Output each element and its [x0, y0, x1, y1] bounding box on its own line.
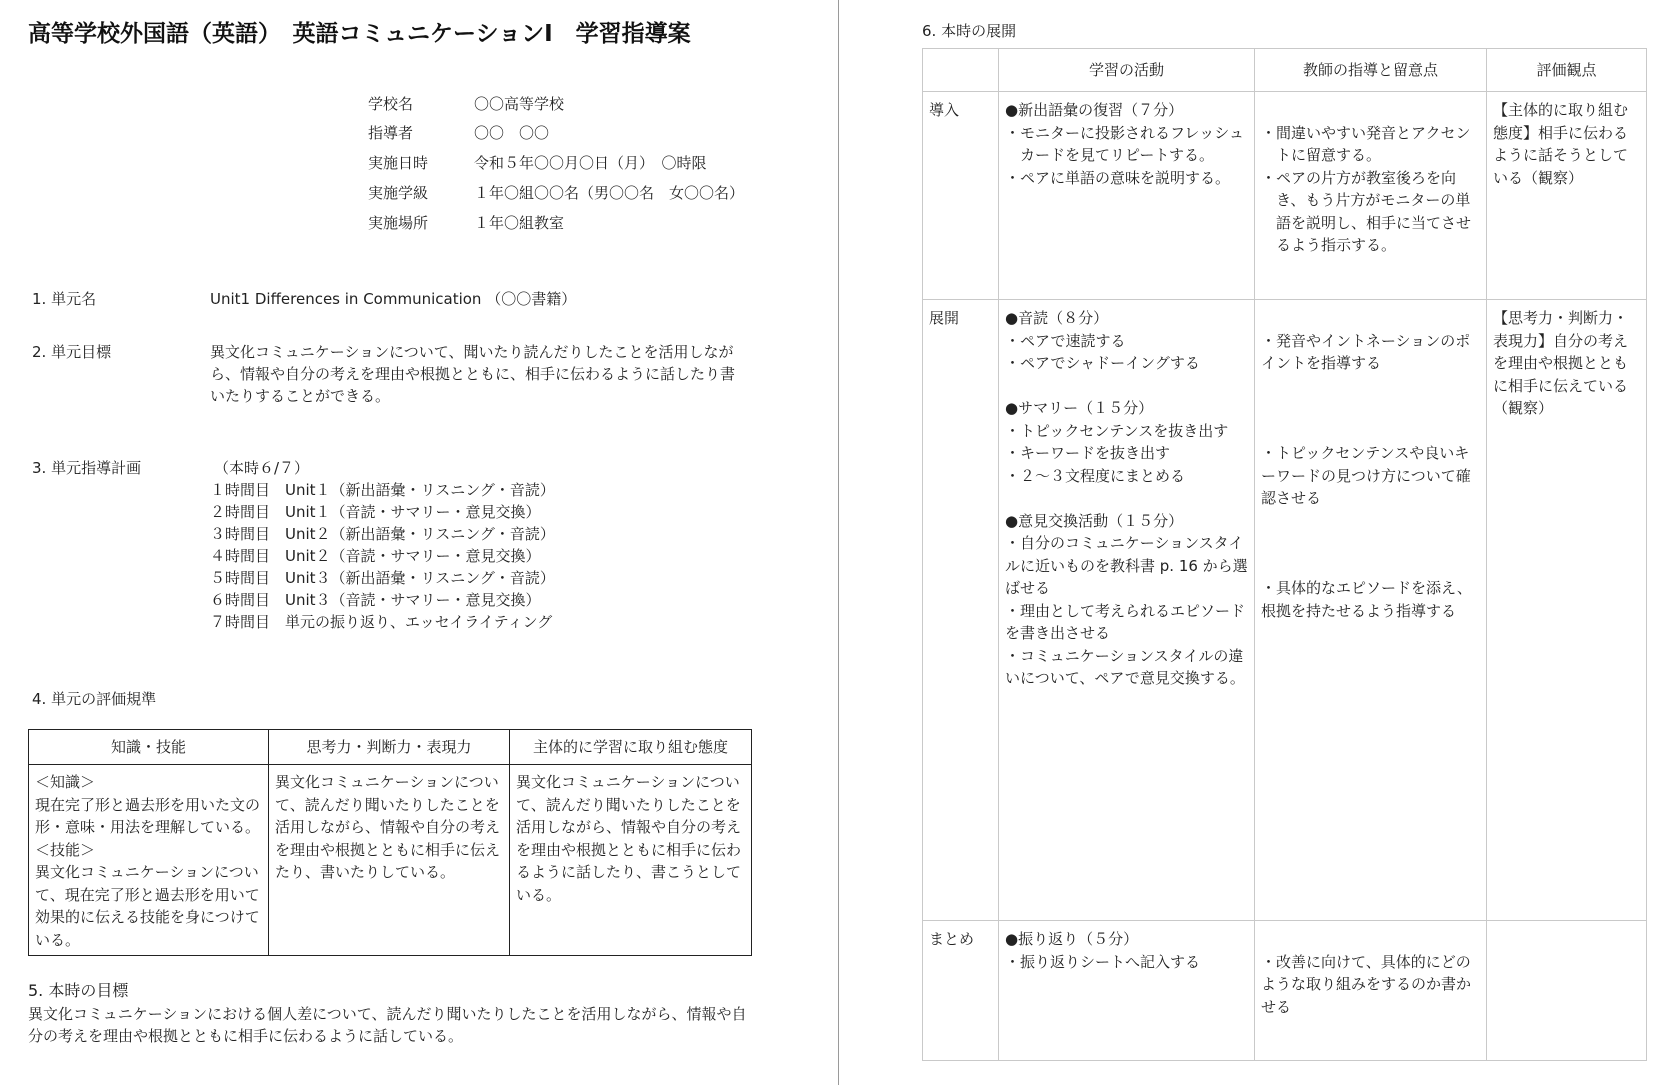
info-label-school: 学校名 — [368, 95, 414, 113]
flow-stage-development: 展開 — [929, 309, 960, 327]
info-label-teacher: 指導者 — [368, 124, 414, 142]
flow-evaluation-intro: 【主体的に取り組む態度】相手に伝わるように話そうとしている（観察） — [1493, 101, 1629, 187]
flow-header-guidance: 教師の指導と留意点 — [1255, 49, 1487, 92]
flow-header-row — [923, 49, 1647, 92]
flow-guidance-intro: ・間違いやすい発音とアクセン トに留意する。 ・ペアの片方が教室後ろを向 き、もう片方がモニターの単 語を説明し、相手に当てさせ るよう指示する。 — [1261, 123, 1472, 254]
plan-line-current: （本時６/７） — [214, 459, 310, 477]
plan-line-2: ２時間目 Unit１（音読・サマリー・意見交換） — [210, 503, 541, 521]
flow-evaluation-development: 【思考力・判断力・表現力】自分の考えを理由や根拠とともに相手に伝えている（観察） — [1493, 309, 1629, 417]
flow-header-evaluation: 評価観点 — [1487, 49, 1647, 92]
rubric-body-row — [29, 765, 752, 956]
rubric-table — [28, 729, 752, 956]
section1-label: 1. 単元名 — [32, 290, 97, 308]
lesson-flow-table — [922, 48, 1647, 1061]
rubric-cell-thinking: 異文化コミュニケーションについて、読んだり聞いたりしたことを活用しながら、情報や自分の考えを理由や根拠とともに相手に伝えたり、書いたりしている。 — [269, 765, 510, 956]
info-value-school: 〇〇高等学校 — [474, 95, 565, 113]
info-value-date: 令和５年〇〇月〇日（月） 〇時限 — [474, 154, 707, 172]
flow-stage-intro: 導入 — [929, 101, 960, 119]
info-value-class: １年〇組〇〇名（男〇〇名 女〇〇名） — [474, 184, 745, 202]
flow-stage-summary: まとめ — [929, 930, 975, 948]
unit-name: Unit1 Differences in Communication （〇〇書籍） — [210, 290, 577, 308]
plan-line-7: ７時間目 単元の振り返り、エッセイライティング — [210, 613, 553, 631]
section6-label: 6. 本時の展開 — [922, 22, 1017, 40]
plan-line-6: ６時間目 Unit３（音読・サマリー・意見交換） — [210, 591, 541, 609]
flow-header-stage — [923, 49, 999, 92]
info-label-place: 実施場所 — [368, 214, 429, 232]
rubric-header-attitude: 主体的に学習に取り組む態度 — [510, 730, 752, 765]
section3-label: 3. 単元指導計画 — [32, 459, 142, 477]
rubric-header-knowledge: 知識・技能 — [29, 730, 269, 765]
plan-line-4: ４時間目 Unit２（音読・サマリー・意見交換） — [210, 547, 541, 565]
section4-label: 4. 単元の評価規準 — [32, 690, 157, 708]
plan-line-1: １時間目 Unit１（新出語彙・リスニング・音読） — [210, 481, 555, 499]
flow-activity-development: ●音読（８分） ・ペアで速読する ・ペアでシャドーイングする ●サマリー（１５分） ・トピックセンテンスを抜き出す ・キーワードを抜き出す ・２〜３文程度にまとめる ●意見交換活動（１５分） ・自分のコミュニケーションスタイルに近いものを教科書 p. 16 から選ばせる ・理由として考えられるエピソードを書き出させる ・コミュニケーションスタイルの違いについて、ペアで意見交換する。 — [1005, 309, 1248, 687]
flow-evaluation-summary — [1493, 921, 1640, 928]
rubric-header-thinking: 思考力・判断力・表現力 — [269, 730, 510, 765]
flow-guidance-development: ・発音やイントネーションのポイントを指導する ・トピックセンテンスや良いキーワードの見つけ方について確認させる ・具体的なエピソードを添え、根拠を持たせるよう指導する — [1261, 331, 1472, 620]
section5-label: 5. 本時の目標 — [28, 981, 129, 1000]
rubric-cell-knowledge: ＜知識＞ 現在完了形と過去形を用いた文の形・意味・用法を理解している。 ＜技能＞ 異文化コミュニケーションについて、現在完了形と過去形を用いて効果的に伝える技能を身につけている。 — [29, 765, 269, 956]
info-label-date: 実施日時 — [368, 154, 429, 172]
document-title: 高等学校外国語（英語） 英語コミュニケーションⅠ 学習指導案 — [28, 21, 691, 47]
plan-line-5: ５時間目 Unit３（新出語彙・リスニング・音読） — [210, 569, 555, 587]
flow-row-development — [923, 300, 1647, 921]
flow-activity-summary: ●振り返り（５分） ・振り返りシートへ記入する — [1005, 930, 1201, 971]
info-label-class: 実施学級 — [368, 184, 429, 202]
info-value-teacher: 〇〇 〇〇 — [474, 124, 550, 142]
lesson-goal: 異文化コミュニケーションにおける個人差について、読んだり聞いたりしたことを活用しながら、情報や自分の考えを理由や根拠とともに相手に伝わるように話している。 — [28, 1005, 747, 1045]
rubric-cell-attitude: 異文化コミュニケーションについて、読んだり聞いたりしたことを活用しながら、情報や自分の考えを理由や根拠とともに相手に伝わるように話したり、書こうとしている。 — [510, 765, 752, 956]
rubric-header-row — [29, 730, 752, 765]
info-value-place: １年〇組教室 — [474, 214, 565, 232]
flow-activity-intro: ●新出語彙の復習（７分） ・モニターに投影されるフレッシュ カードを見てリピートする。 ・ペアに単語の意味を説明する。 — [1005, 101, 1244, 187]
flow-row-summary — [923, 921, 1647, 1061]
flow-row-intro — [923, 92, 1647, 300]
section2-label: 2. 単元目標 — [32, 343, 112, 361]
page-divider — [838, 0, 839, 1085]
flow-header-activity: 学習の活動 — [999, 49, 1255, 92]
plan-line-3: ３時間目 Unit２（新出語彙・リスニング・音読） — [210, 525, 555, 543]
flow-guidance-summary: ・改善に向けて、具体的にどのような取り組みをするのか書かせる — [1261, 952, 1472, 1016]
unit-goal: 異文化コミュニケーションについて、聞いたり読んだりしたことを活用しながら、情報や自分の考えを理由や根拠とともに、相手に伝わるように話したり書いたりすることができる。 — [210, 343, 736, 405]
